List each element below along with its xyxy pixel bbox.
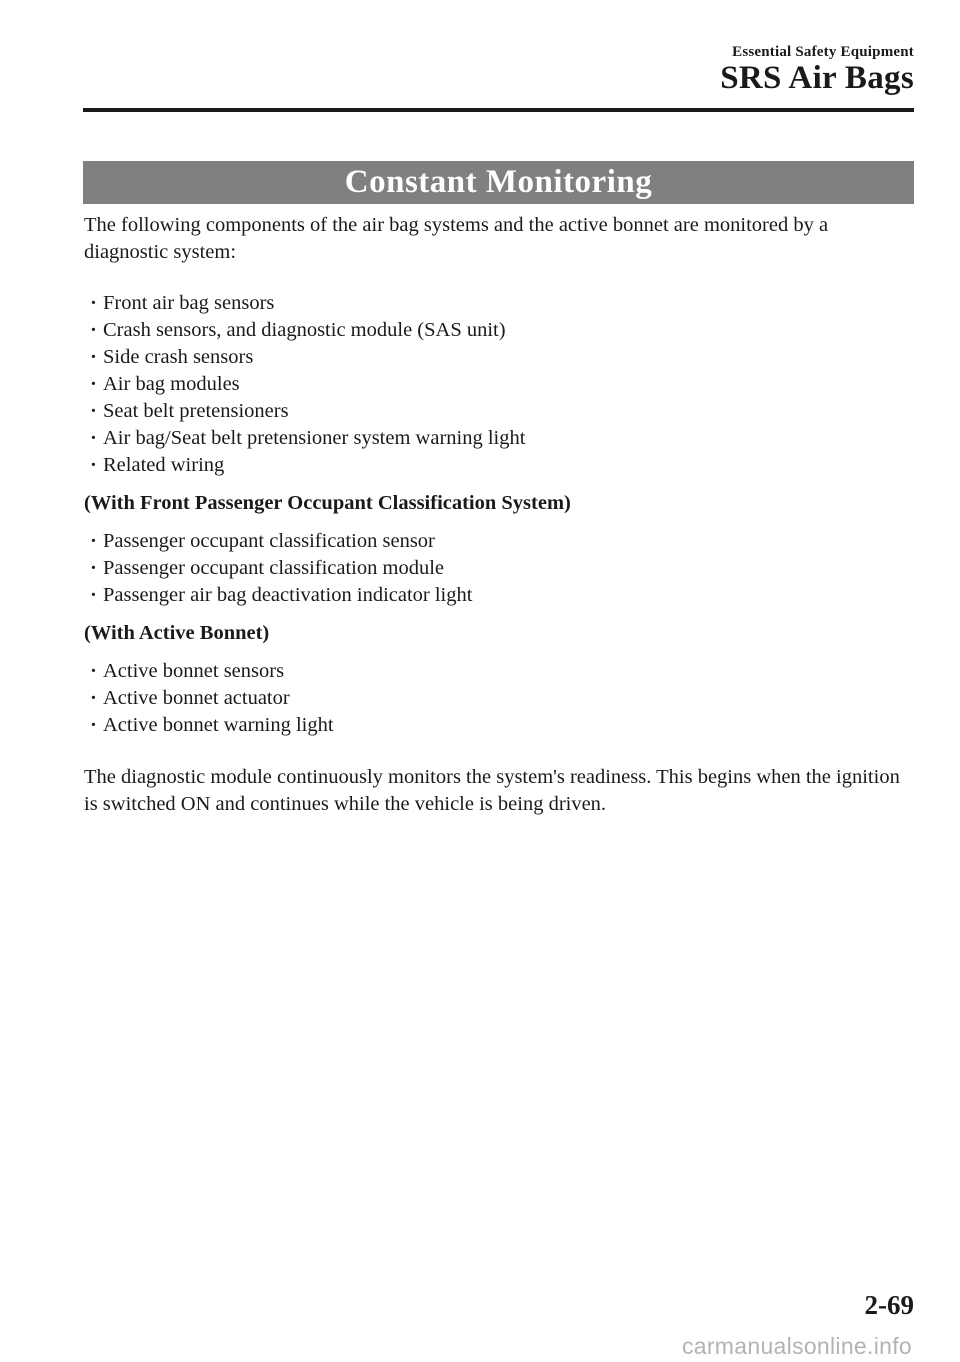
list-item (84, 371, 914, 398)
watermark: carmanualsonline.info (681, 1333, 912, 1359)
list-item (84, 398, 914, 425)
list-item-label: Air bag modules (103, 373, 240, 395)
list-item (84, 344, 914, 371)
list-item (84, 658, 914, 685)
chapter-title: SRS Air Bags (720, 60, 914, 96)
bullet-icon: · (90, 373, 97, 395)
list-item-label: Seat belt pretensioners (103, 400, 289, 422)
active-bonnet-list (84, 658, 914, 739)
list-item-label: Passenger occupant classification module (103, 557, 444, 579)
header-divider (83, 108, 914, 112)
list-item (84, 317, 914, 344)
page-content (84, 212, 914, 818)
list-item (84, 452, 914, 479)
occupant-classification-subheading: (With Front Passenger Occupant Classification System) (84, 492, 571, 514)
bullet-icon: · (90, 454, 97, 476)
section-title-banner: Constant Monitoring (83, 161, 914, 204)
bullet-icon: · (90, 346, 97, 368)
list-item (84, 425, 914, 452)
list-item-label: Side crash sensors (103, 346, 254, 368)
list-item-label: Active bonnet warning light (103, 714, 334, 736)
list-item-label: Air bag/Seat belt pretensioner system warning light (103, 427, 526, 449)
section-header: Essential Safety Equipment (732, 44, 914, 60)
page-number: 2-69 (864, 1290, 914, 1320)
intro-paragraph: The following components of the air bag systems and the active bonnet are monitored by a diagnostic system: (84, 214, 829, 263)
bullet-icon: · (90, 427, 97, 449)
bullet-icon: · (90, 530, 97, 552)
bullet-icon: · (90, 714, 97, 736)
list-item (84, 712, 914, 739)
bullet-icon: · (90, 292, 97, 314)
bullet-icon: · (90, 319, 97, 341)
bullet-icon: · (90, 687, 97, 709)
component-list (84, 290, 914, 479)
active-bonnet-subheading: (With Active Bonnet) (84, 622, 270, 644)
list-item (84, 290, 914, 317)
occupant-classification-list (84, 528, 914, 609)
list-item-label: Active bonnet actuator (103, 687, 290, 709)
list-item (84, 685, 914, 712)
bullet-icon: · (90, 400, 97, 422)
bullet-icon: · (90, 584, 97, 606)
list-item (84, 528, 914, 555)
list-item-label: Front air bag sensors (103, 292, 275, 314)
bullet-icon: · (90, 660, 97, 682)
list-item (84, 555, 914, 582)
list-item (84, 582, 914, 609)
list-item-label: Passenger air bag deactivation indicator light (103, 584, 473, 606)
list-item-label: Crash sensors, and diagnostic module (SAS unit) (103, 319, 506, 341)
closing-paragraph: The diagnostic module continuously monitors the system's readiness. This begins when the ignition is switched ON and continues while the vehicle is being driven. (84, 766, 900, 815)
bullet-icon: · (90, 557, 97, 579)
list-item-label: Active bonnet sensors (103, 660, 285, 682)
list-item-label: Passenger occupant classification sensor (103, 530, 435, 552)
list-item-label: Related wiring (103, 454, 225, 476)
